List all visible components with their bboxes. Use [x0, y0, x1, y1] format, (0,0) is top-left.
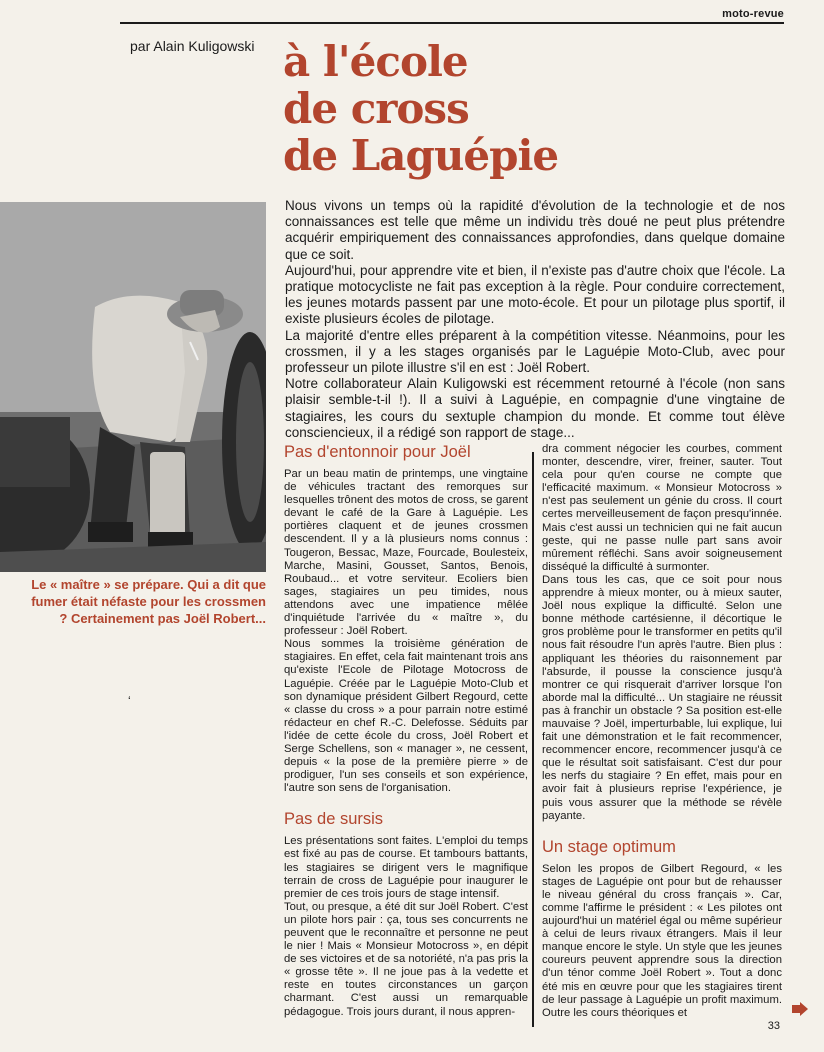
- rider-photo-illustration: [0, 202, 266, 572]
- body-paragraph: dra comment négocier les courbes, comment monter, descendre, virer, freiner, sauter. Tout cela pour qu'en course ne compte que l'efficacité maximum. « Monsieur Motocross » n'est pas seulement un génie du cross. Il court certes merveilleusement de façon presqu'innée. Mais c'est aussi un technicien qui ne fait aucun geste, qui ne passe nulle part sans avoir mûrement réfléchi. Sans avoir soigneusement disséqué la difficulté à surmonter.: [542, 443, 782, 573]
- body-column-right: [542, 443, 782, 1020]
- section-heading: Pas de sursis: [284, 810, 384, 829]
- header-rule: [120, 22, 784, 24]
- title-line: de cross: [283, 84, 469, 133]
- rider-photo: [0, 202, 266, 572]
- article-intro: [285, 198, 785, 441]
- stray-mark: ʻ: [128, 694, 131, 708]
- section-heading: Un stage optimum: [542, 837, 676, 856]
- magazine-name: moto-revue: [722, 8, 784, 20]
- spacer: [284, 795, 528, 809]
- photo-caption: Le « maître » se prépare. Qui a dit que fumer était néfaste pour les crossmen ? Certainement pas Joël Robert...: [31, 577, 266, 626]
- body-paragraph: Nous sommes la troisième génération de stagiaires. En effet, cela fait maintenant trois ans qu'existe l'Ecole de Pilotage Motocross de Laguépie. Créée par le Laguépie Moto-Club et son dynamique président Gilbert Regourd, cette « classe du cross » a pour parrain notre estimé rédacteur en chef R.-C. Delefosse. Séduits par l'idée de cette école du cross, Joël Robert et Serge Schellens, son « manager », ne cessent, depuis « la pose de la première pierre » de prodiguer, l'un ses conseils et son expérience, l'autre son sens de l'organisation.: [284, 638, 528, 795]
- title-line: à l'école: [283, 37, 468, 86]
- body-paragraph: Dans tous les cas, que ce soit pour nous apprendre à mieux monter, ou à mieux sauter, Joël nous explique la difficulté. Selon une bonne méthode cartésienne, il décortique le gros problème pour le transformer en petits qu'il nous fait résoudre l'un après l'autre. Bien plus : appliquant les théories du raisonnement par l'absurde, il pousse la conscience jusqu'à montrer ce qui risquerait d'arriver lorsque l'on aborde mal la difficulté... Un stagiaire ne réussit pas à franchir un obstacle ? Sa position est-elle mauvaise ? Joël, imperturbable, lui explique, lui fait une démonstration et le fait recommencer, recommencer encore, recommencer jusqu'à ce que le résultat soit satisfaisant. C'est dur pour les nerfs du stagiaire ? En effet, mais pour en avoir fait à plusieurs reprise l'expérience, je puis vous assurer que la méthode se révèle payante.: [542, 573, 782, 822]
- spacer: [542, 823, 782, 837]
- intro-paragraph: Aujourd'hui, pour apprendre vite et bien, il n'existe pas d'autre choix que l'école. La pratique motocycliste ne fait pas exception à la règle. Pour conduire correctement, les jeunes motards passent par une moto-école. Et pour un pilotage plus sportif, il existe plusieurs écoles de pilotage.: [285, 262, 785, 327]
- article-title: [283, 38, 783, 179]
- page-header: [0, 8, 824, 24]
- body-paragraph: Selon les propos de Gilbert Regourd, « les stages de Laguépie ont pour but de rehausser le niveau général du cross français ». Car, comme l'affirme le président : « Les pilotes ont aujourd'hui un matériel égal ou même supérieur à celui de leurs rivaux étrangers. Mais il leur manque encore le style. Un style que les jeunes coureurs peuvent apprendre sous la direction d'un ténor comme Joël Robert ». Tout a donc été mis en œuvre pour que les stagiaires tirent de leur passage à Laguépie un profit maximum. Outre les cours théoriques et: [542, 862, 782, 1019]
- intro-paragraph: Notre collaborateur Alain Kuligowski est récemment retourné à l'école (non sans plaisir semble-t-il !). Il a suivi à Laguépie, en compagnie d'une vingtaine de stagiaires, les cours du sextuple champion du monde. Et comme tout élève consciencieux, il a rédigé son rapport de stage...: [285, 376, 785, 440]
- body-paragraph: Par un beau matin de printemps, une vingtaine de véhicules tractant des remorques sur lesquelles trônent des motos de cross, se garent devant le café de la Gare à Laguépie. Les portières claquent et de jeunes crossmen descendent. Il y a là plusieurs noms connus : Tougeron, Bessac, Maze, Fourcade, Boulesteix, Marche, Masini, Gousset, Santos, Benois, Roubaud... et votre serviteur. Ecoliers bien sages, stagiaires un peu timides, nous attendons avec une impatience mêlée d'inquiétude l'arrivée du « maître », du professeur : Joël Robert.: [284, 468, 528, 638]
- section-heading: Pas d'entonnoir pour Joël: [284, 443, 471, 461]
- title-line: de Laguépie: [283, 131, 559, 180]
- body-paragraph: Les présentations sont faites. L'emploi du temps est fixé au pas de course. Et tambours battants, les stagiaires se dirigent vers le magnifique terrain de cross de Laguépie pour inaugurer le premier de ces trois jours de stage intensif.: [284, 835, 528, 900]
- body-column-left: [284, 442, 528, 1019]
- intro-paragraph: La majorité d'entre elles préparent à la compétition vitesse. Néanmoins, pour les crossmen, il y a les stages organisés par le Laguépie Moto-Club, avec pour professeur un pilote illustre s'il en est : Joël Robert.: [285, 327, 785, 376]
- body-paragraph: Tout, ou presque, a été dit sur Joël Robert. C'est un pilote hors pair : ça, tous ses concurrents ne peuvent que le reconnaître et personne ne peut le nier ! Mais « Monsieur Motocross », en dépit de ses victoires et de sa notoriété, n'a pas pris la « grosse tête ». Il ne joue pas à la vedette et reste en toutes circonstances un garçon charmant. C'est aussi un remarquable pédagogue. Trois jours durant, il nous appren-: [284, 900, 528, 1018]
- byline: par Alain Kuligowski: [130, 38, 255, 54]
- continue-arrow-icon: [792, 1002, 808, 1016]
- page-number: 33: [767, 1020, 780, 1032]
- column-divider: [532, 452, 534, 1027]
- intro-paragraph: Nous vivons un temps où la rapidité d'évolution de la technologie et de nos connaissances est telle que même un individu très doué ne peut plus prétendre acquérir empiriquement des connaissances approfondies, dans quelque domaine que ce soit.: [285, 198, 785, 262]
